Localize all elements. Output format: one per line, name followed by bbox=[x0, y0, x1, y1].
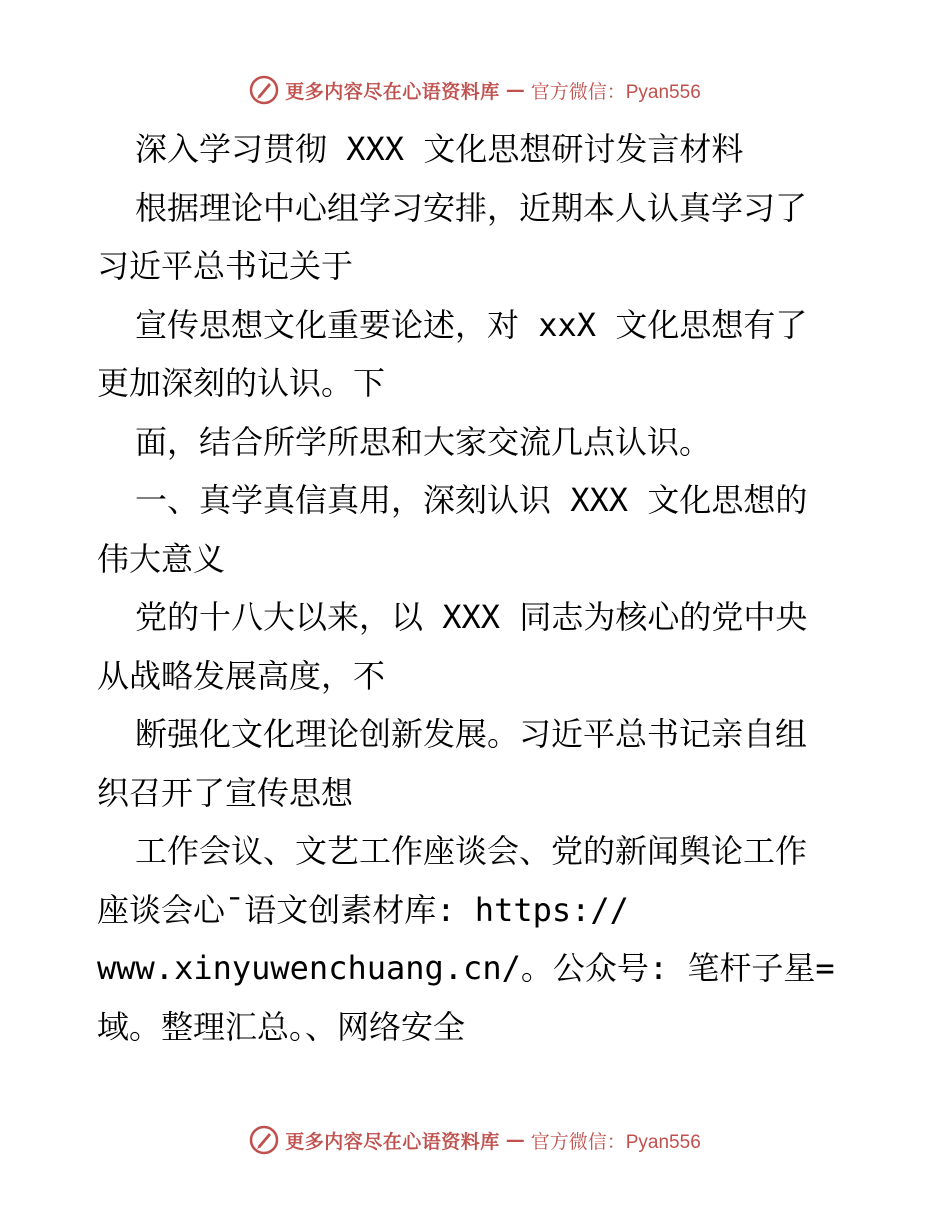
banner-site-text: 更多内容尽在心语资料库 bbox=[285, 1130, 500, 1153]
banner-site-text: 更多内容尽在心语资料库 bbox=[285, 80, 500, 103]
paragraph-line: 党的十八大以来，以 XXX 同志为核心的党中央 bbox=[135, 598, 808, 636]
paragraph-line: 工作会议、文艺工作座谈会、党的新闻舆论工作 bbox=[135, 832, 808, 870]
document-body bbox=[97, 120, 857, 1056]
section-heading: 一、真学真信真用，深刻认识 XXX 文化思想的 bbox=[135, 481, 808, 519]
banner-wechat-text: 官方微信：Pyan556 bbox=[530, 81, 701, 103]
paragraph-line: 习近平总书记关于 bbox=[97, 247, 354, 285]
banner-separator: — bbox=[505, 79, 525, 101]
feather-pen-logo-icon bbox=[249, 1125, 279, 1155]
paragraph-line: 从战略发展高度，不 bbox=[97, 656, 386, 695]
paragraph-line: 织召开了宣传思想 bbox=[97, 773, 354, 812]
paragraph-line: 更加深刻的认识。下 bbox=[97, 364, 386, 402]
paragraph-line: 域。整理汇总。、网络安全 bbox=[97, 1007, 466, 1046]
feather-pen-logo-icon bbox=[249, 75, 279, 105]
banner-wechat-text: 官方微信：Pyan556 bbox=[530, 1131, 701, 1153]
footer-watermark-banner bbox=[0, 1118, 950, 1162]
section-heading-continued: 伟大意义 bbox=[97, 539, 226, 578]
paragraph-line: 面，结合所学所思和大家交流几点认识。 bbox=[135, 422, 712, 461]
paragraph-line: 宣传思想文化重要论述，对 xxX 文化思想有了 bbox=[135, 305, 808, 344]
paragraph-line: 根据理论中心组学习安排，近期本人认真学习了 bbox=[135, 188, 808, 227]
paragraph-line: www.xinyuwenchuang.cn/。公众号: 笔杆子星= bbox=[97, 949, 835, 987]
banner-separator: — bbox=[505, 1129, 525, 1151]
document-title: 深入学习贯彻 XXX 文化思想研讨发言材料 bbox=[135, 130, 744, 168]
header-watermark-banner bbox=[0, 68, 950, 112]
paragraph-line: 断强化文化理论创新发展。习近平总书记亲自组 bbox=[135, 715, 808, 753]
paragraph-line: 座谈会心¯语文创素材库: https:// bbox=[97, 890, 629, 929]
